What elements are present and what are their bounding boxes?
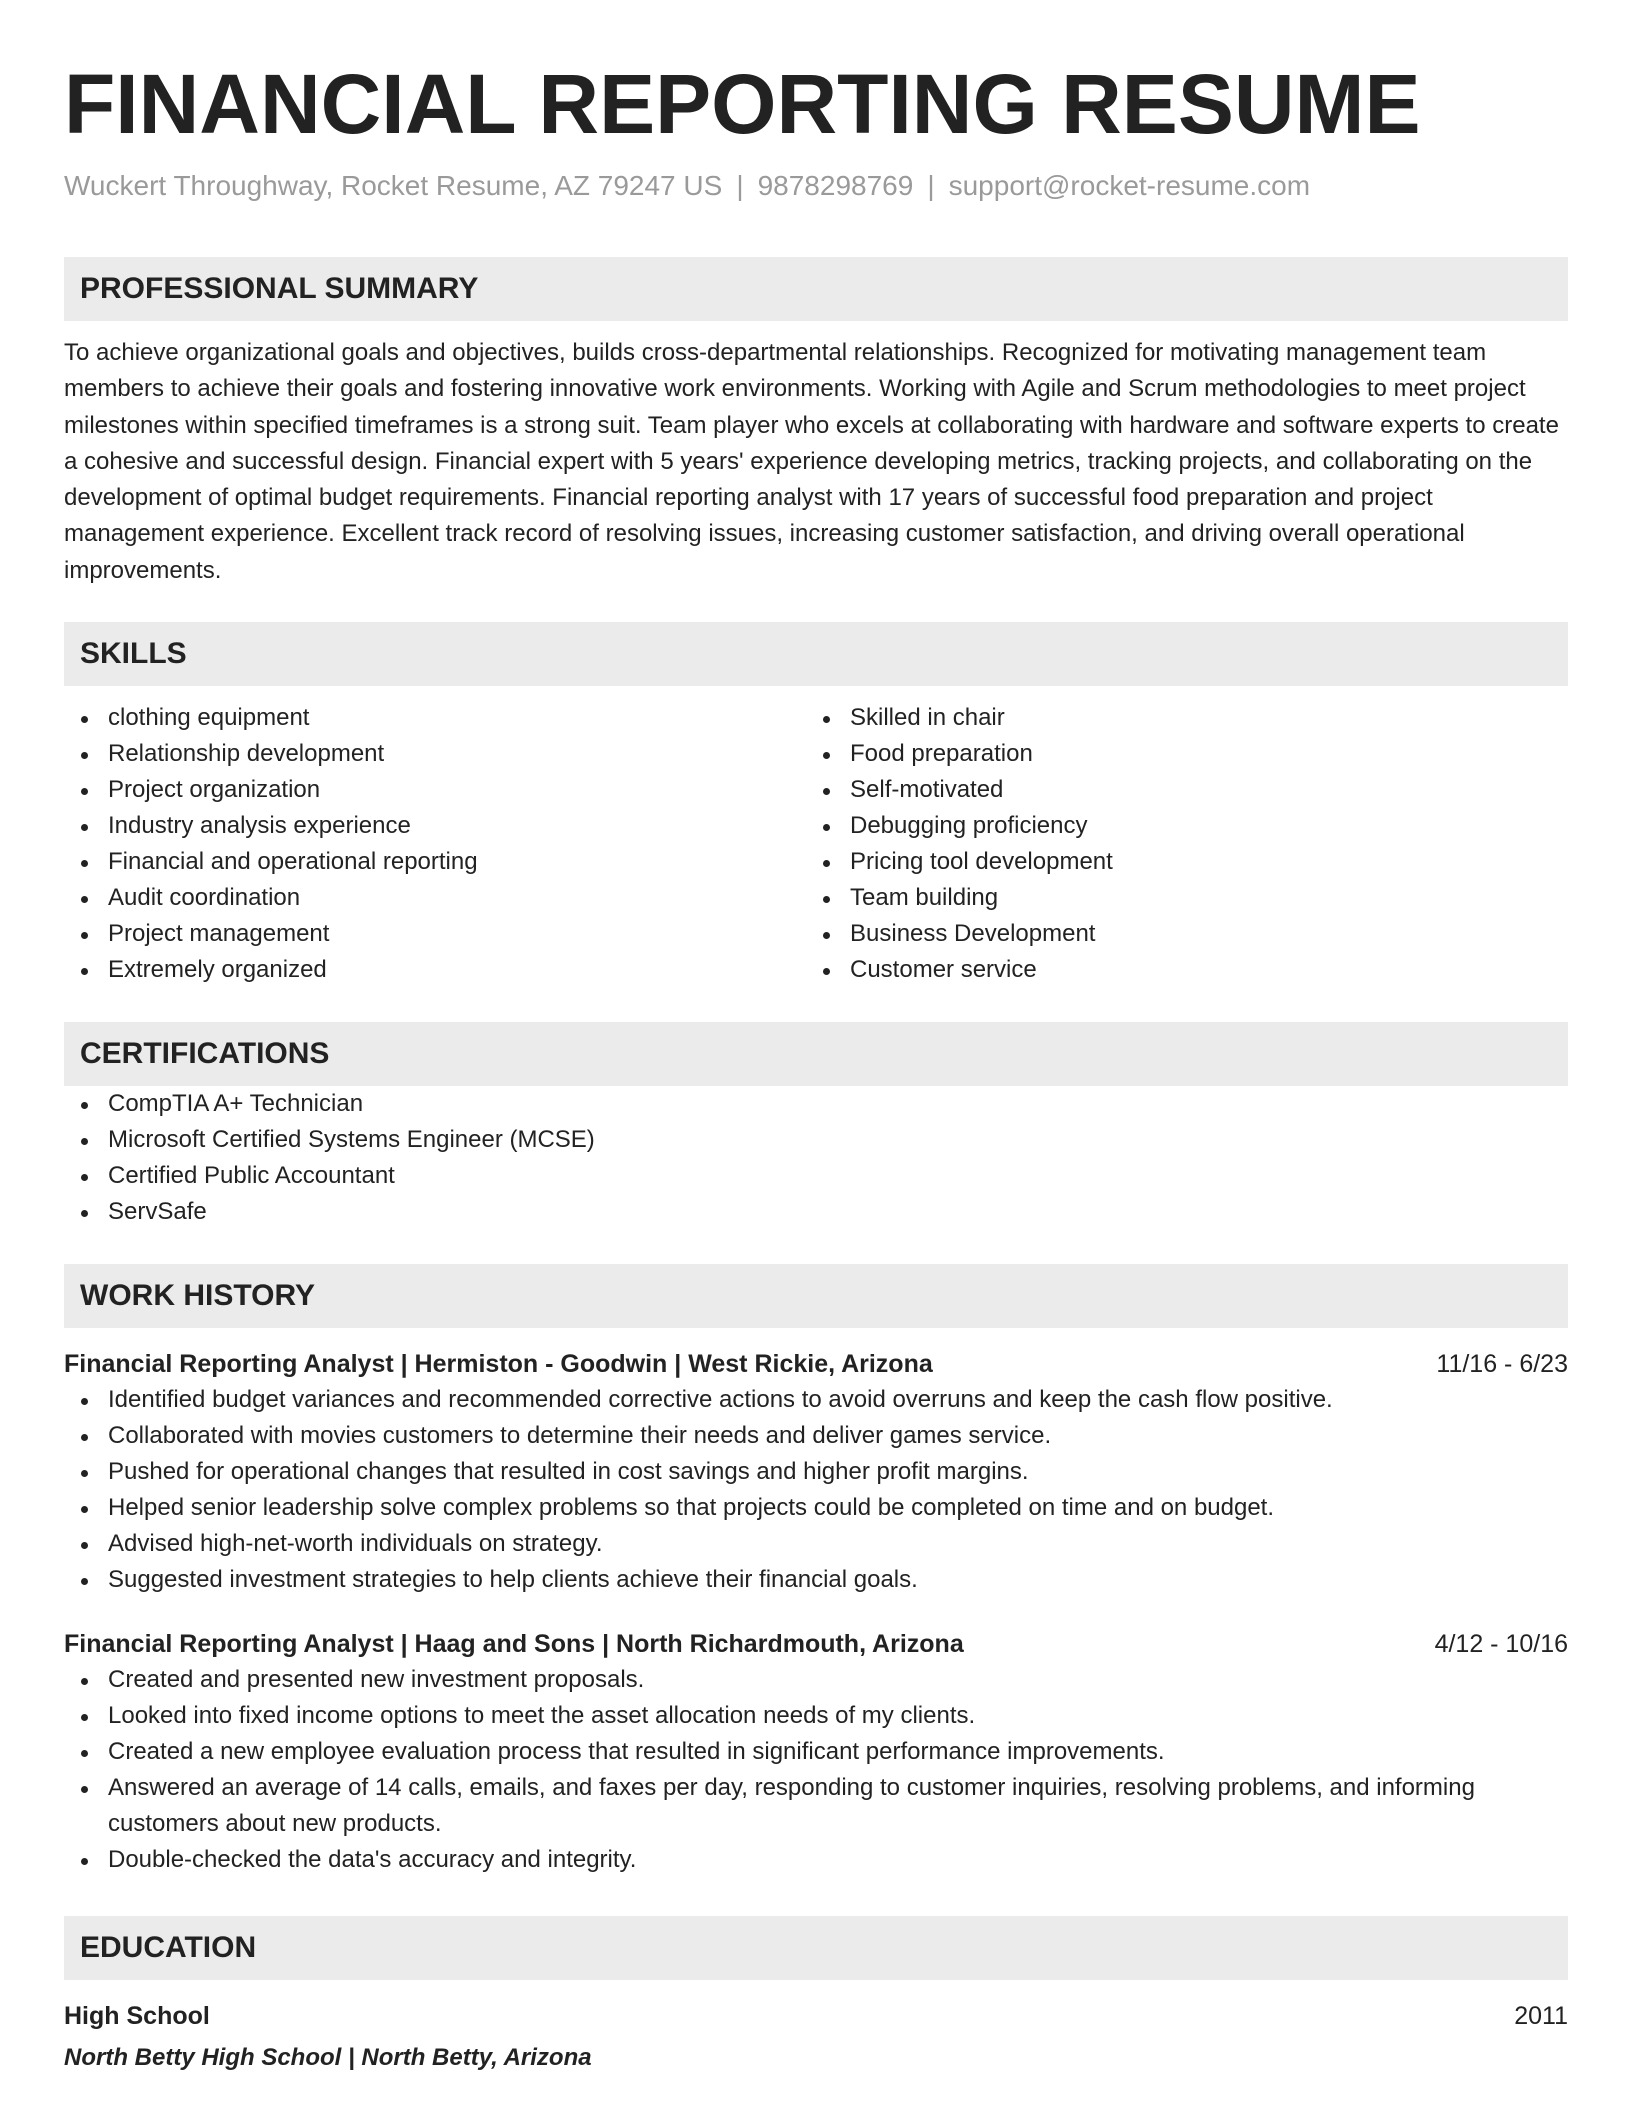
skills-grid [64, 700, 1568, 988]
job-header [64, 1346, 1568, 1382]
job-entry [64, 1626, 1568, 1878]
job-duty: Identified budget variances and recommended corrective actions to avoid overruns and keep the cash flow positive. [64, 1382, 1568, 1418]
skill-item: Industry analysis experience [64, 808, 806, 844]
contact-separator: | [736, 170, 744, 201]
contact-separator: | [927, 170, 935, 201]
job-duty: Answered an average of 14 calls, emails, and faxes per day, responding to customer inquiries, resolving problems, and informing customers about new products. [64, 1770, 1568, 1842]
skill-item: Financial and operational reporting [64, 844, 806, 880]
resume-title: FINANCIAL REPORTING RESUME [64, 57, 1421, 151]
resume-page [64, 0, 1568, 2076]
job-dates: 11/16 - 6/23 [1436, 1350, 1568, 1379]
education-year: 2011 [1514, 2002, 1568, 2031]
skill-item: Project management [64, 916, 806, 952]
job-duty: Created a new employee evaluation process that resulted in significant performance improvements. [64, 1734, 1568, 1770]
job-duty: Suggested investment strategies to help clients achieve their financial goals. [64, 1562, 1568, 1598]
skills-column-right [806, 700, 1548, 988]
job-title: Financial Reporting Analyst | Haag and Sons | North Richardmouth, Arizona [64, 1630, 964, 1659]
skill-item: Project organization [64, 772, 806, 808]
skill-item: Pricing tool development [806, 844, 1548, 880]
contact-line [64, 166, 1568, 206]
job-duty: Advised high-net-worth individuals on strategy. [64, 1526, 1568, 1562]
education-heading: EDUCATION [64, 1916, 1568, 1980]
contact-email: support@rocket-resume.com [948, 170, 1311, 201]
summary-heading: PROFESSIONAL SUMMARY [64, 257, 1568, 321]
skill-item: Food preparation [806, 736, 1548, 772]
skill-item: clothing equipment [64, 700, 806, 736]
skill-item: Extremely organized [64, 952, 806, 988]
job-duty: Looked into fixed income options to meet the asset allocation needs of my clients. [64, 1698, 1568, 1734]
education-degree: High School [64, 2002, 210, 2031]
summary-text: To achieve organizational goals and objectives, builds cross-departmental relationships. Recognized for motivating management team members to achieve their goals and fostering innovative work environments. Working with Agile and Scrum methodologies to meet project milestones within specified timeframes is a strong suit. Team player who excels at collaborating with hardware and software experts to create a cohesive and successful design. Financial expert with 5 years' experience developing metrics, tracking projects, and collaborating on the development of optimal budget requirements. Financial reporting analyst with 17 years of successful food preparation and project management experience. Excellent track record of resolving issues, increasing customer satisfaction, and driving overall operational improvements. [64, 339, 1559, 584]
education-header [64, 1998, 1568, 2034]
job-entry [64, 1346, 1568, 1598]
skill-item: Team building [806, 880, 1548, 916]
skill-item: Relationship development [64, 736, 806, 772]
certifications-heading: CERTIFICATIONS [64, 1022, 1568, 1086]
certification-item: CompTIA A+ Technician [64, 1086, 1568, 1122]
work-history-heading: WORK HISTORY [64, 1264, 1568, 1328]
skill-item: Skilled in chair [806, 700, 1548, 736]
job-duties [64, 1382, 1568, 1598]
job-duty: Helped senior leadership solve complex problems so that projects could be completed on time and on budget. [64, 1490, 1568, 1526]
certifications-list [64, 1086, 1568, 1230]
certification-item: ServSafe [64, 1194, 1568, 1230]
contact-address: Wuckert Throughway, Rocket Resume, AZ 79247 US [64, 170, 723, 201]
job-duty: Collaborated with movies customers to determine their needs and deliver games service. [64, 1418, 1568, 1454]
skills-column-left [64, 700, 806, 988]
skill-item: Self-motivated [806, 772, 1548, 808]
job-duty: Created and presented new investment proposals. [64, 1662, 1568, 1698]
job-dates: 4/12 - 10/16 [1434, 1630, 1568, 1659]
skills-heading: SKILLS [64, 622, 1568, 686]
job-header [64, 1626, 1568, 1662]
certification-item: Microsoft Certified Systems Engineer (MCSE) [64, 1122, 1568, 1158]
job-title: Financial Reporting Analyst | Hermiston - Goodwin | West Rickie, Arizona [64, 1350, 933, 1379]
job-duty: Double-checked the data's accuracy and integrity. [64, 1842, 1568, 1878]
skill-item: Business Development [806, 916, 1548, 952]
skill-item: Debugging proficiency [806, 808, 1548, 844]
certification-item: Certified Public Accountant [64, 1158, 1568, 1194]
skill-item: Audit coordination [64, 880, 806, 916]
contact-phone: 9878298769 [757, 170, 914, 201]
skill-item: Customer service [806, 952, 1548, 988]
job-duties [64, 1662, 1568, 1878]
job-duty: Pushed for operational changes that resulted in cost savings and higher profit margins. [64, 1454, 1568, 1490]
education-school: North Betty High School | North Betty, Arizona [64, 2044, 592, 2072]
